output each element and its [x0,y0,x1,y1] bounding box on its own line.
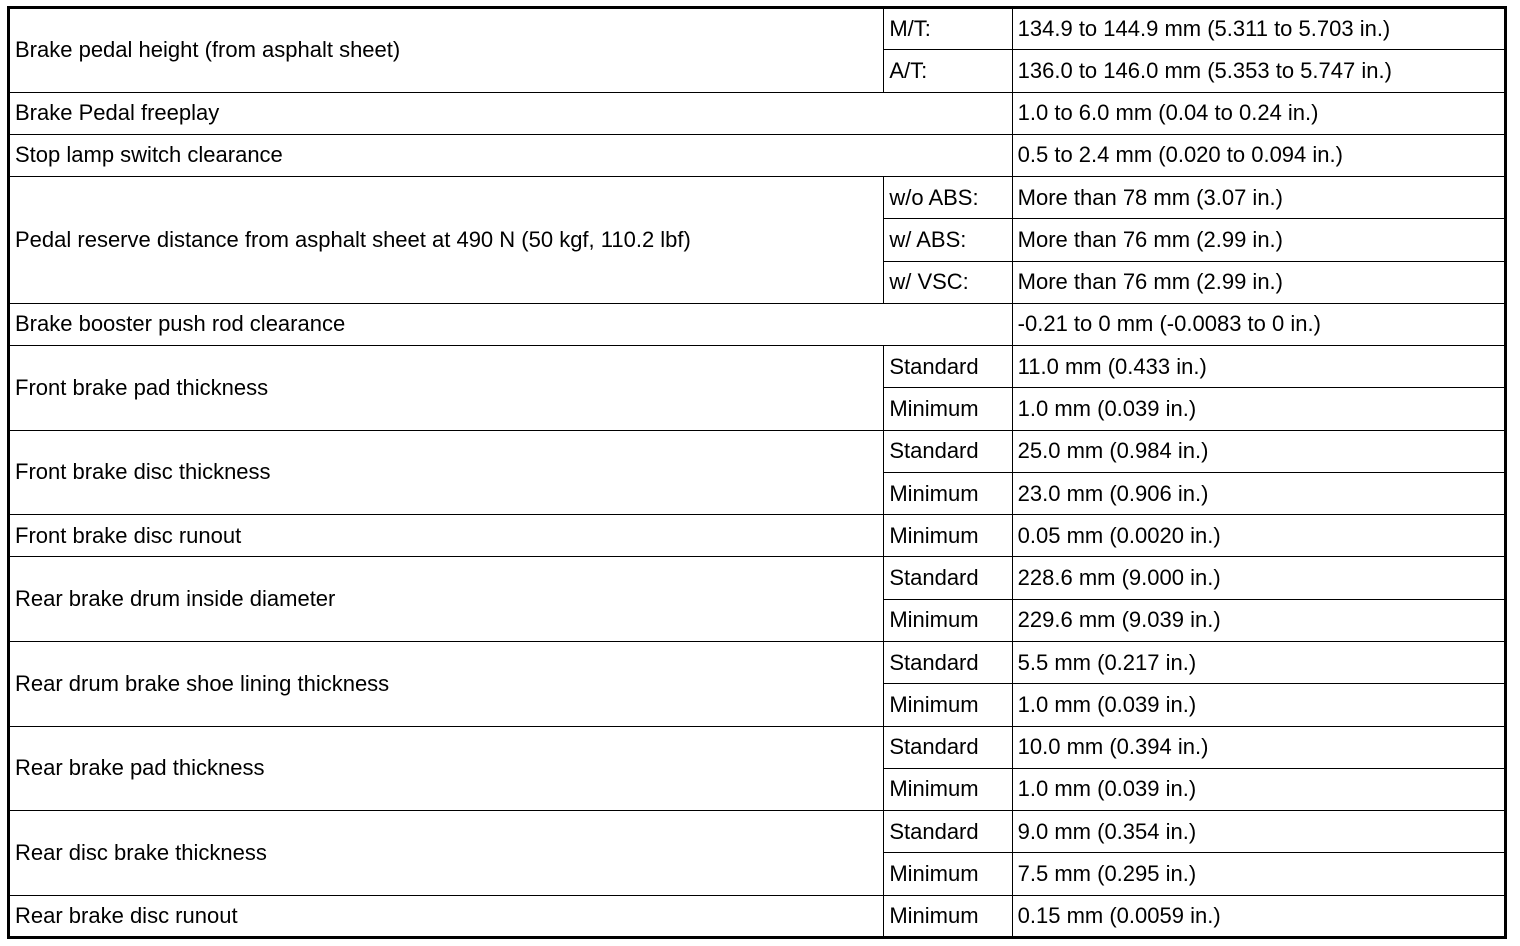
spec-item-label: Rear disc brake thickness [9,811,884,896]
spec-value: 23.0 mm (0.906 in.) [1012,472,1505,514]
spec-value: 228.6 mm (9.000 in.) [1012,557,1505,599]
spec-item-label: Rear brake pad thickness [9,726,884,811]
spec-item-label: Rear drum brake shoe lining thickness [9,641,884,726]
spec-value: 0.5 to 2.4 mm (0.020 to 0.094 in.) [1012,134,1505,176]
table-row [9,8,1506,50]
spec-condition: Standard [884,557,1012,599]
spec-condition: Standard [884,430,1012,472]
spec-condition: M/T: [884,8,1012,50]
spec-value: 25.0 mm (0.984 in.) [1012,430,1505,472]
spec-condition: Standard [884,726,1012,768]
table-row [9,641,1506,683]
spec-condition: w/ ABS: [884,219,1012,261]
spec-item-label: Brake Pedal freeplay [9,92,1013,134]
spec-item-label: Front brake pad thickness [9,346,884,431]
spec-item-label: Pedal reserve distance from asphalt sheet at 490 N (50 kgf, 110.2 lbf) [9,177,884,304]
spec-item-label: Front brake disc runout [9,515,884,557]
spec-value: 0.05 mm (0.0020 in.) [1012,515,1505,557]
table-row [9,177,1506,219]
table-row [9,895,1506,937]
spec-condition: w/ VSC: [884,261,1012,303]
brake-specification-table [7,6,1507,939]
spec-condition: Minimum [884,895,1012,937]
spec-condition: Standard [884,346,1012,388]
spec-value: 9.0 mm (0.354 in.) [1012,811,1505,853]
spec-value: 134.9 to 144.9 mm (5.311 to 5.703 in.) [1012,8,1505,50]
spec-value: 11.0 mm (0.433 in.) [1012,346,1505,388]
spec-value: 136.0 to 146.0 mm (5.353 to 5.747 in.) [1012,50,1505,92]
spec-item-label: Rear brake disc runout [9,895,884,937]
table-row [9,557,1506,599]
spec-value: 0.15 mm (0.0059 in.) [1012,895,1505,937]
spec-value: 7.5 mm (0.295 in.) [1012,853,1505,895]
spec-value: 1.0 mm (0.039 in.) [1012,768,1505,810]
spec-value: More than 76 mm (2.99 in.) [1012,261,1505,303]
spec-condition: Minimum [884,388,1012,430]
spec-condition: A/T: [884,50,1012,92]
spec-value: 10.0 mm (0.394 in.) [1012,726,1505,768]
spec-value: More than 76 mm (2.99 in.) [1012,219,1505,261]
spec-table-body [9,8,1506,938]
table-row [9,726,1506,768]
table-row [9,515,1506,557]
spec-item-label: Rear brake drum inside diameter [9,557,884,642]
spec-condition: Minimum [884,684,1012,726]
table-row [9,430,1506,472]
spec-condition: w/o ABS: [884,177,1012,219]
spec-value: More than 78 mm (3.07 in.) [1012,177,1505,219]
spec-value: 5.5 mm (0.217 in.) [1012,641,1505,683]
spec-condition: Minimum [884,768,1012,810]
spec-condition: Minimum [884,853,1012,895]
spec-value: 229.6 mm (9.039 in.) [1012,599,1505,641]
spec-condition: Standard [884,811,1012,853]
spec-condition: Minimum [884,472,1012,514]
spec-condition: Minimum [884,599,1012,641]
table-row [9,346,1506,388]
spec-value: -0.21 to 0 mm (-0.0083 to 0 in.) [1012,303,1505,345]
spec-value: 1.0 to 6.0 mm (0.04 to 0.24 in.) [1012,92,1505,134]
spec-value: 1.0 mm (0.039 in.) [1012,684,1505,726]
table-row [9,303,1506,345]
spec-value: 1.0 mm (0.039 in.) [1012,388,1505,430]
table-row [9,92,1506,134]
spec-item-label: Brake pedal height (from asphalt sheet) [9,8,884,93]
table-row [9,134,1506,176]
spec-condition: Standard [884,641,1012,683]
spec-condition: Minimum [884,515,1012,557]
table-row [9,811,1506,853]
spec-item-label: Stop lamp switch clearance [9,134,1013,176]
spec-item-label: Brake booster push rod clearance [9,303,1013,345]
spec-item-label: Front brake disc thickness [9,430,884,515]
